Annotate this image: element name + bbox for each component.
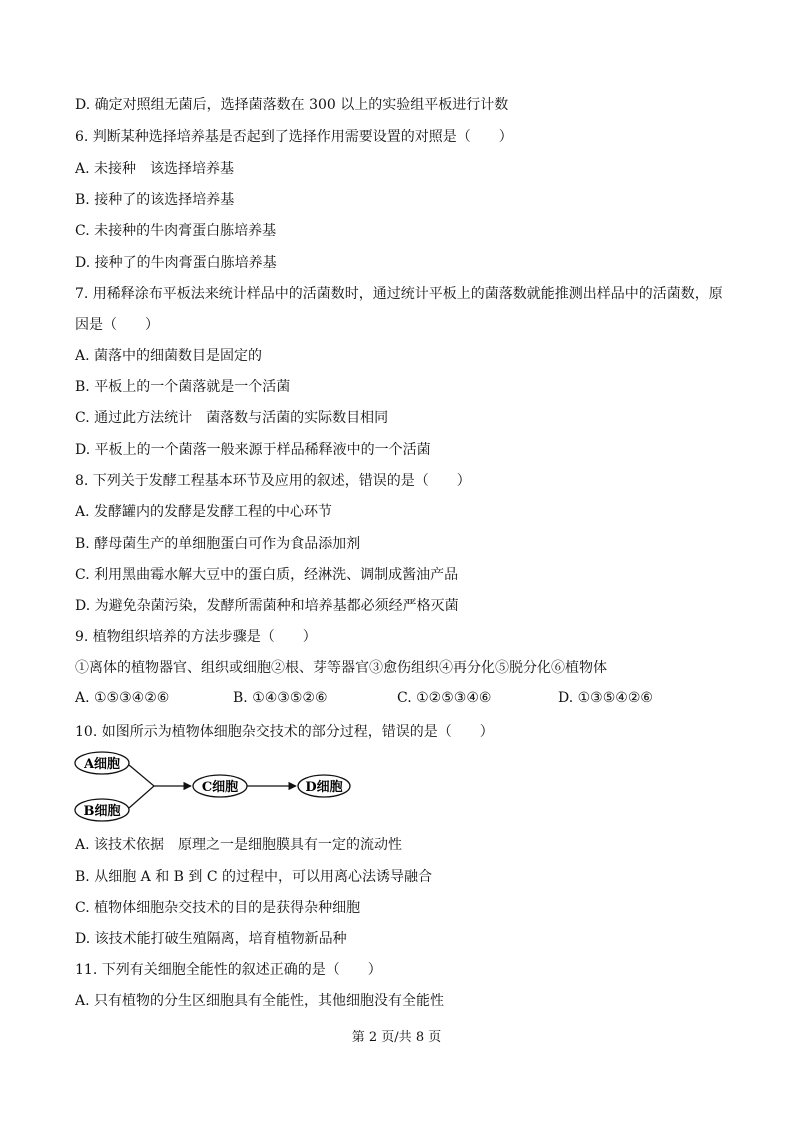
q5-option-d: D. 确定对照组无菌后，选择菌落数在 300 以上的实验组平板进行计数 xyxy=(75,97,509,113)
q7-option-b: B. 平板上的一个菌落就是一个活菌 xyxy=(75,379,291,395)
q6-option-a: A. 未接种 该选择培养基 xyxy=(75,161,235,177)
q6-option-b: B. 接种了的该选择培养基 xyxy=(75,192,235,208)
cell-d-label: D细胞 xyxy=(305,780,343,795)
q8-option-a: A. 发酵罐内的发酵是发酵工程的中心环节 xyxy=(75,504,333,520)
q8-stem: 8. 下列关于发酵工程基本环节及应用的叙述，错误的是（ ） xyxy=(75,473,471,489)
q9-option-b: B. ①④③⑤②⑥ xyxy=(233,690,328,706)
q7-stem-line2: 因是（ ） xyxy=(75,317,159,333)
q8-option-c: C. 利用黑曲霉水解大豆中的蛋白质，经淋洗、调制成酱油产品 xyxy=(75,567,459,583)
cell-c-label: C细胞 xyxy=(201,780,239,795)
page-number: 第 2 页/共 8 页 xyxy=(351,1030,442,1045)
line-b-to-merge xyxy=(129,786,154,808)
q10-option-b: B. 从细胞 A 和 B 到 C 的过程中，可以用离心法诱导融合 xyxy=(75,869,432,885)
q10-option-c: C. 植物体细胞杂交技术的目的是获得杂种细胞 xyxy=(75,900,361,916)
cell-d-node xyxy=(298,775,350,797)
q8-option-d: D. 为避免杂菌污染，发酵所需菌种和培养基都必须经严格灭菌 xyxy=(75,598,459,614)
q9-option-a: A. ①⑤③④②⑥ xyxy=(75,690,170,706)
q9-steps: ①离体的植物器官、组织或细胞②根、芽等器官③愈伤组织④再分化⑤脱分化⑥植物体 xyxy=(75,660,607,676)
q11-stem: 11. 下列有关细胞全能性的叙述正确的是（ ） xyxy=(75,962,382,978)
q9-stem: 9. 植物组织培养的方法步骤是（ ） xyxy=(75,629,317,645)
q7-option-a: A. 菌落中的细菌数目是固定的 xyxy=(75,348,263,364)
q6-stem: 6. 判断某种选择培养基是否起到了选择作用需要设置的对照是（ ） xyxy=(75,129,513,145)
cell-a-node xyxy=(75,752,129,774)
q10-option-d: D. 该技术能打破生殖隔离，培育植物新品种 xyxy=(75,931,347,947)
q11-option-a: A. 只有植物的分生区细胞具有全能性，其他细胞没有全能性 xyxy=(75,993,445,1009)
cell-a-label: A细胞 xyxy=(83,757,121,772)
q6-option-d: D. 接种了的牛肉膏蛋白胨培养基 xyxy=(75,255,277,271)
q10-stem: 10. 如图所示为植物体细胞杂交技术的部分过程，错误的是（ ） xyxy=(75,724,494,740)
cell-c-node xyxy=(193,775,247,797)
q9-option-d: D. ①③⑤④②⑥ xyxy=(558,690,653,706)
q6-option-c: C. 未接种的牛肉膏蛋白胨培养基 xyxy=(75,223,277,239)
cell-b-node xyxy=(75,799,129,821)
q7-option-c: C. 通过此方法统计 菌落数与活菌的实际数目相同 xyxy=(75,410,389,426)
q8-option-b: B. 酵母菌生产的单细胞蛋白可作为食品添加剂 xyxy=(75,536,361,552)
cell-b-label: B细胞 xyxy=(83,804,121,819)
q7-option-d: D. 平板上的一个菌落一般来源于样品稀释液中的一个活菌 xyxy=(75,442,431,458)
q9-option-c: C. ①②⑤③④⑥ xyxy=(397,690,492,706)
cell-fusion-diagram xyxy=(70,750,360,825)
q7-stem-line1: 7. 用稀释涂布平板法来统计样品中的活菌数时，通过统计平板上的菌落数就能推测出样品中的活菌数，原 xyxy=(75,286,723,302)
q10-option-a: A. 该技术依据 原理之一是细胞膜具有一定的流动性 xyxy=(75,837,403,853)
line-a-to-merge xyxy=(129,765,154,786)
